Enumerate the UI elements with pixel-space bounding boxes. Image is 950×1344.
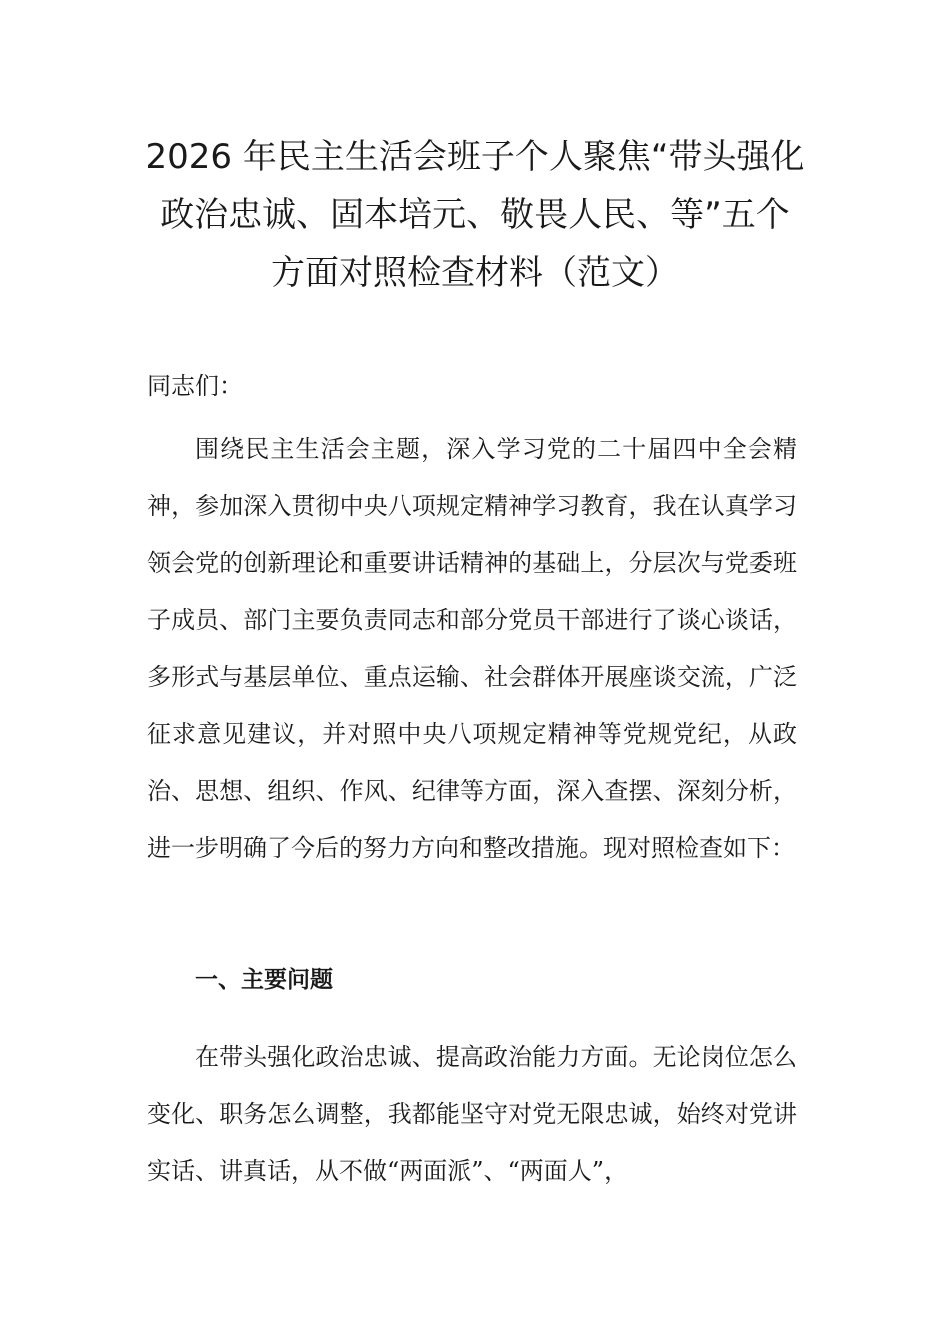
section-paragraph: 在带头强化政治忠诚、提高政治能力方面。无论岗位怎么变化、职务怎么调整，我都能坚守对党无限忠诚，始终对党讲实话、讲真话，从不做“两面派”、“两面人”， xyxy=(147,1043,797,1185)
title-line-1: 2026 年民主生活会班子个人聚焦“带头强化 xyxy=(145,137,805,177)
title-line-2: 政治忠诚、固本培元、敬畏人民、等”五个 xyxy=(160,195,790,235)
document-title xyxy=(140,128,810,302)
section-heading: 一、主要问题 xyxy=(195,967,333,993)
title-line-3: 方面对照检查材料（范文） xyxy=(271,253,679,293)
intro-paragraph: 围绕民主生活会主题，深入学习党的二十届四中全会精神，参加深入贯彻中央八项规定精神学习教育，我在认真学习领会党的创新理论和重要讲话精神的基础上，分层次与党委班子成员、部门主要负责同志和部分党员干部进行了谈心谈话，多形式与基层单位、重点运输、社会群体开展座谈交流，广泛征求意见建议，并对照中央八项规定精神等党规党纪，从政治、思想、组织、作风、纪律等方面，深入查摆、深刻分析，进一步明确了今后的努力方向和整改措施。现对照检查如下： xyxy=(147,435,797,862)
salutation: 同志们： xyxy=(147,372,243,400)
